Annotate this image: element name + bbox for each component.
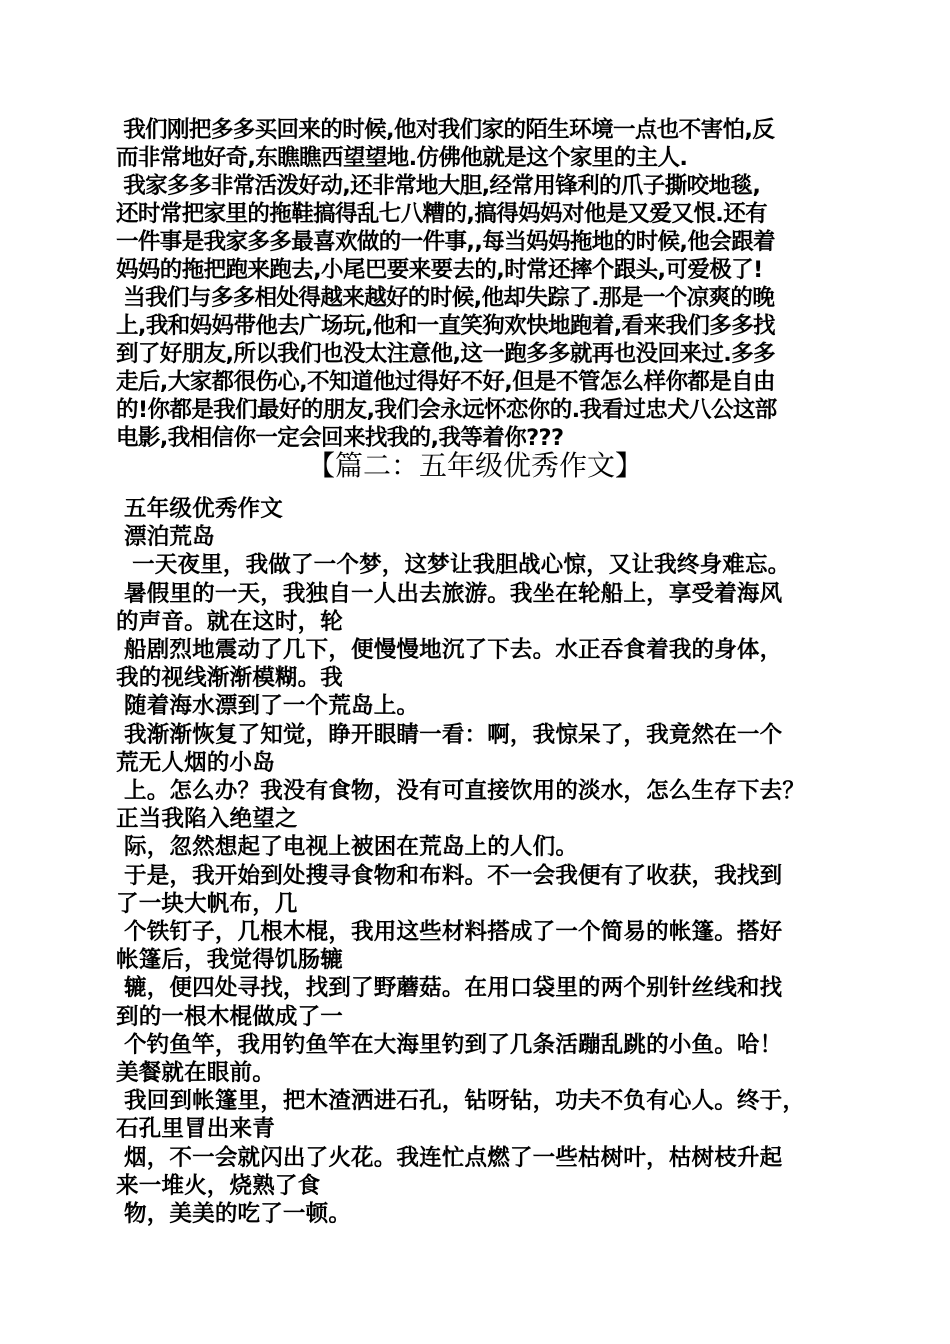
text-line: 于是，我开始到处搜寻食物和布料。不一会我便有了收获，我找到: [116, 862, 783, 889]
text-line: 帐篷后，我觉得饥肠辘: [116, 947, 344, 974]
text-line: 的!你都是我们最好的朋友,我们会永远怀恋你的.我看过忠犬八公这部: [116, 397, 777, 423]
essay-one-body: [116, 116, 834, 452]
text-line: 一件事是我家多多最喜欢做的一件事,,每当妈妈拖地的时候,他会跟着: [116, 229, 775, 255]
text-line: 我的视线渐渐模糊。我: [116, 665, 344, 692]
text-line: 上,我和妈妈带他去广场玩,他和一直笑狗欢快地跑着,看来我们多多找: [116, 313, 775, 339]
text-line: 来一堆火，烧熟了食: [116, 1172, 321, 1199]
text-line: 美餐就在眼前。: [116, 1060, 275, 1087]
section-heading: 【篇二：五年级优秀作文】: [306, 449, 643, 482]
text-line: 个钓鱼竿，我用钓鱼竿在大海里钓到了几条活蹦乱跳的小鱼。哈！: [116, 1031, 783, 1058]
essay-subtitle: 五年级优秀作文: [116, 496, 283, 522]
text-line: 上。怎么办？我没有食物，没有可直接饮用的淡水，怎么生存下去？: [116, 778, 806, 805]
text-line: 际，忽然想起了电视上被困在荒岛上的人们。: [116, 834, 579, 861]
text-line: 还时常把家里的拖鞋搞得乱七八糟的,搞得妈妈对他是又爱又恨.还有: [116, 201, 767, 227]
text-line: 我回到帐篷里，把木渣洒进石孔，钻呀钻，功夫不负有心人。终于，: [116, 1088, 806, 1115]
text-line: 石孔里冒出来青: [116, 1116, 275, 1143]
text-line: 当我们与多多相处得越来越好的时候,他却失踪了.那是一个凉爽的晚: [116, 285, 775, 311]
text-line: 一天夜里，我做了一个梦，这梦让我胆战心惊，又让我终身难忘。: [116, 552, 791, 579]
text-line: 暑假里的一天，我独自一人出去旅游。我坐在轮船上，享受着海风: [116, 580, 783, 607]
text-line: 妈妈的拖把跑来跑去,小尾巴要来要去的,时常还摔个跟头,可爱极了!: [116, 257, 763, 283]
text-line: 电影,我相信你一定会回来找我的,我等着你???: [116, 425, 564, 451]
text-line: 辘，便四处寻找，找到了野蘑菇。在用口袋里的两个别针丝线和找: [116, 975, 783, 1002]
text-line: 到了好朋友,所以我们也没太注意他,这一跑多多就再也没回来过.多多: [116, 341, 775, 367]
text-line: 而非常地好奇,东瞧瞧西望望地.仿佛他就是这个家里的主人.: [116, 145, 688, 171]
text-line: 荒无人烟的小岛: [116, 749, 275, 776]
text-line: 我家多多非常活泼好动,还非常地大胆,经常用锋利的爪子撕咬地毯,: [116, 173, 761, 199]
text-line: 个铁钉子，几根木棍，我用这些材料搭成了一个简易的帐篷。搭好: [116, 919, 783, 946]
text-line: 的声音。就在这时，轮: [116, 608, 344, 635]
text-line: 了一块大帆布，几: [116, 890, 298, 917]
essay-two-body: [116, 495, 834, 1228]
text-line: 正当我陷入绝望之: [116, 806, 298, 833]
text-line: 物，美美的吃了一顿。: [116, 1201, 352, 1228]
text-line: 走后,大家都很伤心,不知道他过得好不好,但是不管怎么样你都是自由: [116, 369, 775, 395]
text-line: 随着海水漂到了一个荒岛上。: [116, 693, 420, 720]
text-line: 到的一根木棍做成了一: [116, 1003, 344, 1030]
text-line: 我们刚把多多买回来的时候,他对我们家的陌生环境一点也不害怕,反: [116, 117, 775, 143]
text-line: 我渐渐恢复了知觉，睁开眼睛一看：啊，我惊呆了，我竟然在一个: [116, 721, 783, 748]
text-line: 烟，不一会就闪出了火花。我连忙点燃了一些枯树叶，枯树枝升起: [116, 1144, 783, 1171]
essay-title: 漂泊荒岛: [116, 524, 215, 551]
text-line: 船剧烈地震动了几下，便慢慢地沉了下去。水正吞食着我的身体，: [116, 637, 783, 664]
